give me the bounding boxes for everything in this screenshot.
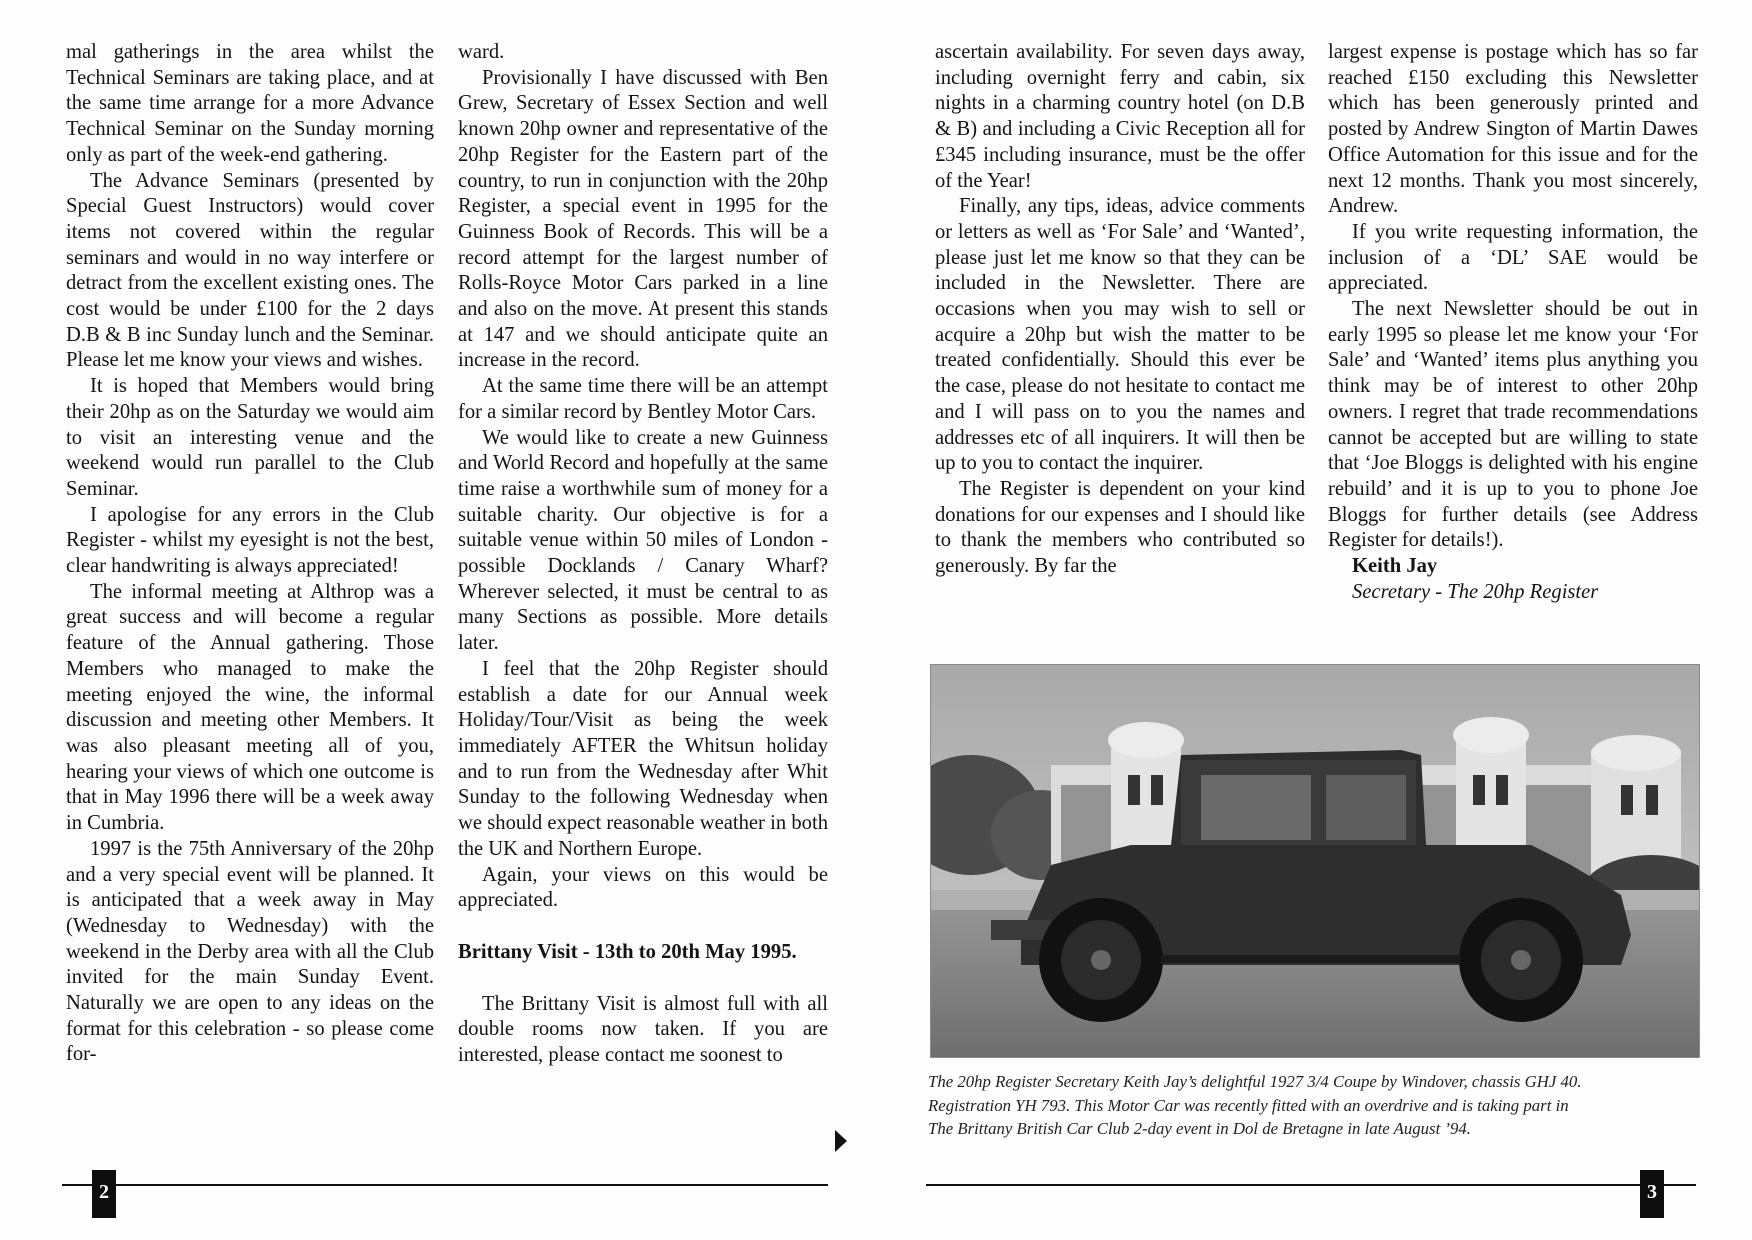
paragraph: We would like to create a new Guinness and World Record and hopefully at the same time raise a worthwhile sum of money for a suitable charity. Our objective is for a suitable venue within 50 miles of London - possible Docklands / Canary Wharf? Wherever selected, it must be central to as many Sections as possible. More details later. <box>458 426 828 655</box>
section-heading: Brittany Visit - 13th to 20th May 1995. <box>458 940 797 963</box>
footer-rule <box>926 1184 1696 1186</box>
right-column-2 <box>1328 40 1698 605</box>
paragraph: The next Newsletter should be out in early 1995 so please let me know your ‘For Sale’ and ‘Wanted’ items plus anything you think may be of interest to other 20hp owners. I regret that trade recommendations cannot be accepted but are willing to state that ‘Joe Bloggs is delighted with his engine rebuild’ and it is up to you to phone Joe Bloggs for further details (see Address Register for details!). <box>1328 298 1698 552</box>
caption-line: Registration YH 793. This Motor Car was recently fitted with an overdrive and is taking part in <box>928 1095 1569 1115</box>
page-number-left: 2 <box>92 1170 116 1218</box>
paragraph: The Register is dependent on your kind donations for our expenses and I should like to thank the members who contributed so generously. By far the <box>935 477 1305 578</box>
paragraph: ward. <box>458 41 505 63</box>
signoff-name: Keith Jay <box>1352 555 1438 578</box>
spacer <box>458 966 828 992</box>
caption-line: The Brittany British Car Club 2-day event in Dol de Bretagne in late August ’94. <box>928 1119 1471 1138</box>
paragraph: The Advance Seminars (presented by Special Guest Instructors) would cover items not covered within the regular seminars and would in no way interfere or detract from the excellent existing ones. The cost would be under £100 for the 2 days D.B & B inc Sunday lunch and the Seminar. Please let me know your views and wishes. <box>66 169 434 372</box>
page-number-right: 3 <box>1640 1170 1664 1218</box>
paragraph: largest expense is postage which has so far reached £150 excluding this Newsletter which has been generously printed and posted by Andrew Sington of Martin Dawes Office Automation for this issue and for the next 12 months. Thank you most sincerely, Andrew. <box>1328 41 1698 218</box>
paragraph: It is hoped that Members would bring their 20hp as on the Saturday we would aim to visit an interesting venue and the weekend would run parallel to the Club Seminar. <box>66 375 434 500</box>
paragraph: 1997 is the 75th Anniversary of the 20hp and a very special event will be planned. It is anticipated that a week away in May (Wednesday to Wednesday) with the weekend in the Derby area with all the Club invited for the main Sunday Event. Naturally we are open to any ideas on the format for this celebration - so please come for- <box>66 837 434 1066</box>
paragraph: At the same time there will be an attempt for a similar record by Bentley Motor Cars. <box>458 375 828 423</box>
paragraph: If you write requesting information, the inclusion of a ‘DL’ SAE would be appreciated. <box>1328 220 1698 295</box>
continue-arrow-icon <box>835 1130 847 1152</box>
paragraph: Provisionally I have discussed with Ben Grew, Secretary of Essex Section and well known 20hp owner and representative of the 20hp Register for the Eastern part of the country, to run in conjunction with the 20hp Register, a special event in 1995 for the Guinness Book of Records. This will be a record attempt for the largest number of Rolls-Royce Motor Cars parked in a line and also on the move. At present this stands at 147 and we should anticipate quite an increase in the record. <box>458 66 828 372</box>
paragraph: mal gatherings in the area whilst the Technical Seminars are taking place, and at the same time arrange for a more Advance Technical Seminar on the Sunday morning only as part of the week-end gathering. <box>66 41 434 166</box>
paragraph: I feel that the 20hp Register should establish a date for our Annual week Holiday/Tour/Visit as being the week immediately AFTER the Whitsun holiday and to run from the Wednesday after Whit Sunday to the following Wednesday when we should expect reasonable weather in both the UK and Northern Europe. <box>458 657 828 860</box>
spacer <box>458 914 828 940</box>
paragraph: The Brittany Visit is almost full with all double rooms now taken. If you are interested, please contact me soonest to <box>458 992 828 1067</box>
signoff-title: Secretary - The 20hp Register <box>1352 580 1599 603</box>
paragraph: Finally, any tips, ideas, advice comments or letters as well as ‘For Sale’ and ‘Wanted’, please just let me know so that they can be included in the Newsletter. There are occasions when you may wish to sell or acquire a 20hp but wish the matter to be treated confidentially. Should this ever be the case, please do not hesitate to contact me and I will pass on to you the names and addresses etc of all inquirers. It will then be up to you to contact the inquirer. <box>935 195 1305 475</box>
paragraph: I apologise for any errors in the Club Register - whilst my eyesight is not the best, clear handwriting is always appreciated! <box>66 503 434 578</box>
left-column-2 <box>458 40 828 1069</box>
paragraph: The informal meeting at Althrop was a great success and will become a regular feature of the Annual gathering. Those Members who managed to make the meeting enjoyed the wine, the informal discussion and meeting other Members. It was also pleasant meeting all of you, hearing your views of which one outcome is that in May 1996 there will be a week away in Cumbria. <box>66 580 434 835</box>
footer-rule <box>62 1184 828 1186</box>
right-column-1 <box>935 40 1305 580</box>
paragraph: Again, your views on this would be appreciated. <box>458 863 828 912</box>
car-photo <box>930 664 1700 1058</box>
photo-caption <box>928 1070 1703 1141</box>
paragraph: ascertain availability. For seven days away, including overnight ferry and cabin, six nights in a charming country hotel (on D.B & B) and including a Civic Reception all for £345 including insurance, must be the offer of the Year! <box>935 41 1305 192</box>
left-column-1 <box>66 40 434 1068</box>
caption-line: The 20hp Register Secretary Keith Jay’s delightful 1927 3/4 Coupe by Windover, chassis GHJ 40. <box>928 1072 1582 1091</box>
